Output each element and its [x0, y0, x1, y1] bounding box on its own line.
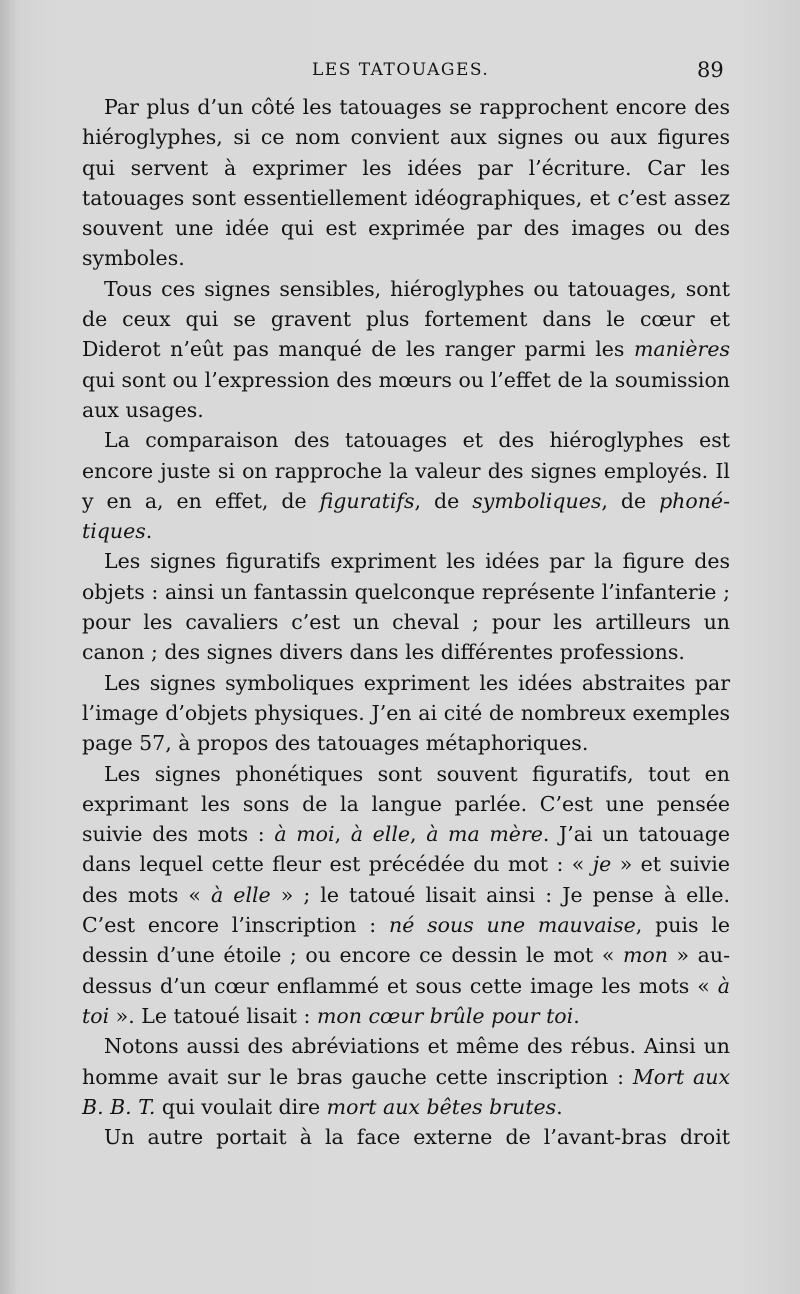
text-segment: qui voulait dire [155, 1094, 327, 1119]
running-title: LES TATOUAGES. [312, 60, 490, 80]
text-segment: qui sont ou l’expression des mœurs ou l’effet de la soumission aux usages. [82, 367, 730, 422]
text-segment: Les signes figuratifs expriment les idées par la figure des objets : ainsi un fantassin quelconque représente l’infanterie ; pour les cavaliers c’est un cheval ; pour les artilleurs un canon ; des signes divers dans les différentes professions. [82, 549, 730, 665]
text-segment: » et suivie des mots « [82, 852, 730, 907]
text-segment: » au-dessus d’un cœur enflammé et sous cette image les mots « [82, 943, 730, 998]
italic-text: mon cœur brûle pour toi [316, 1003, 574, 1028]
text-segment: Les signes symboliques expriment les idées abstraites par l’image d’objets physiques. J’en ai cité de nombreux exemples page 57, à propos des tatouages métaphoriques. [82, 670, 730, 756]
italic-text: mort aux bêtes brutes [326, 1094, 557, 1119]
text-segment: , [334, 822, 351, 847]
paragraph-1 [82, 92, 730, 274]
italic-text: phoné-tiques [82, 488, 730, 544]
text-segment: » ; le tatoué lisait ainsi : Je pense à elle. C’est encore l’inscription : [82, 882, 730, 938]
text-segment: , de [414, 488, 473, 513]
italic-text: à elle [350, 822, 411, 847]
text-segment: ». Le tatoué lisait : [109, 1003, 317, 1028]
italic-text: Mort aux B. B. T. [82, 1064, 731, 1119]
paragraph-3 [82, 425, 730, 546]
italic-text: à toi [82, 973, 730, 1028]
text-segment: Notons aussi des abréviations et même des rébus. Ainsi un homme avait sur le bras gauche cette inscription : [82, 1034, 730, 1089]
italic-text: mon [622, 943, 668, 968]
italic-text: né sous une mauvaise [389, 913, 636, 938]
paragraph-7 [82, 1031, 730, 1122]
italic-text: je [592, 852, 612, 877]
italic-text: symboliques [472, 488, 602, 513]
paragraph-8 [82, 1122, 730, 1152]
italic-text: manières [633, 337, 730, 362]
text-segment: , [410, 822, 427, 847]
text-segment: Un autre portait à la face externe de l’avant-bras droit [104, 1125, 730, 1150]
text-segment: Par plus d’un côté les tatouages se rapprochent encore des hiéroglyphes, si ce nom convient aux signes ou aux figures qui servent à exprimer les idées par l’écriture. Car les tatouages sont essentiellement idéographiques, et c’est assez souvent une idée qui est exprimée par des images ou des symboles. [82, 95, 730, 271]
paragraph-4 [82, 546, 730, 667]
page-number: 89 [697, 58, 724, 82]
body-text [82, 92, 730, 1152]
text-segment: , puis le dessin d’une étoile ; ou encore ce dessin le mot « [82, 913, 731, 968]
text-segment: , de [601, 488, 660, 513]
paragraph-2 [82, 274, 730, 425]
italic-text: figuratifs [319, 488, 415, 513]
text-segment: . [145, 519, 153, 544]
text-segment: . J’ai un tatouage dans lequel cette fleur est précédée du mot : « [82, 822, 730, 877]
paragraph-6 [82, 759, 730, 1032]
text-segment: . [573, 1003, 580, 1028]
italic-text: à moi [274, 822, 335, 847]
page-header [0, 58, 800, 88]
text-segment: Tous ces signes sensibles, hiéroglyphes ou tatouages, sont de ceux qui se gravent plus fortement dans le cœur et Diderot n’eût pas manqué de les ranger parmi les [82, 276, 730, 362]
text-segment: La comparaison des tatouages et des hiéroglyphes est encore juste si on rapproche la valeur des signes employés. Il y en a, en effet, de [82, 428, 730, 513]
text-segment: . [556, 1094, 563, 1119]
italic-text: à ma mère [426, 822, 543, 847]
italic-text: à elle [211, 882, 271, 907]
paragraph-5 [82, 668, 730, 759]
text-segment: Les signes phonétiques sont souvent figuratifs, tout en exprimant les sons de la langue parlée. C’est une pensée suivie des mots : [82, 761, 730, 847]
